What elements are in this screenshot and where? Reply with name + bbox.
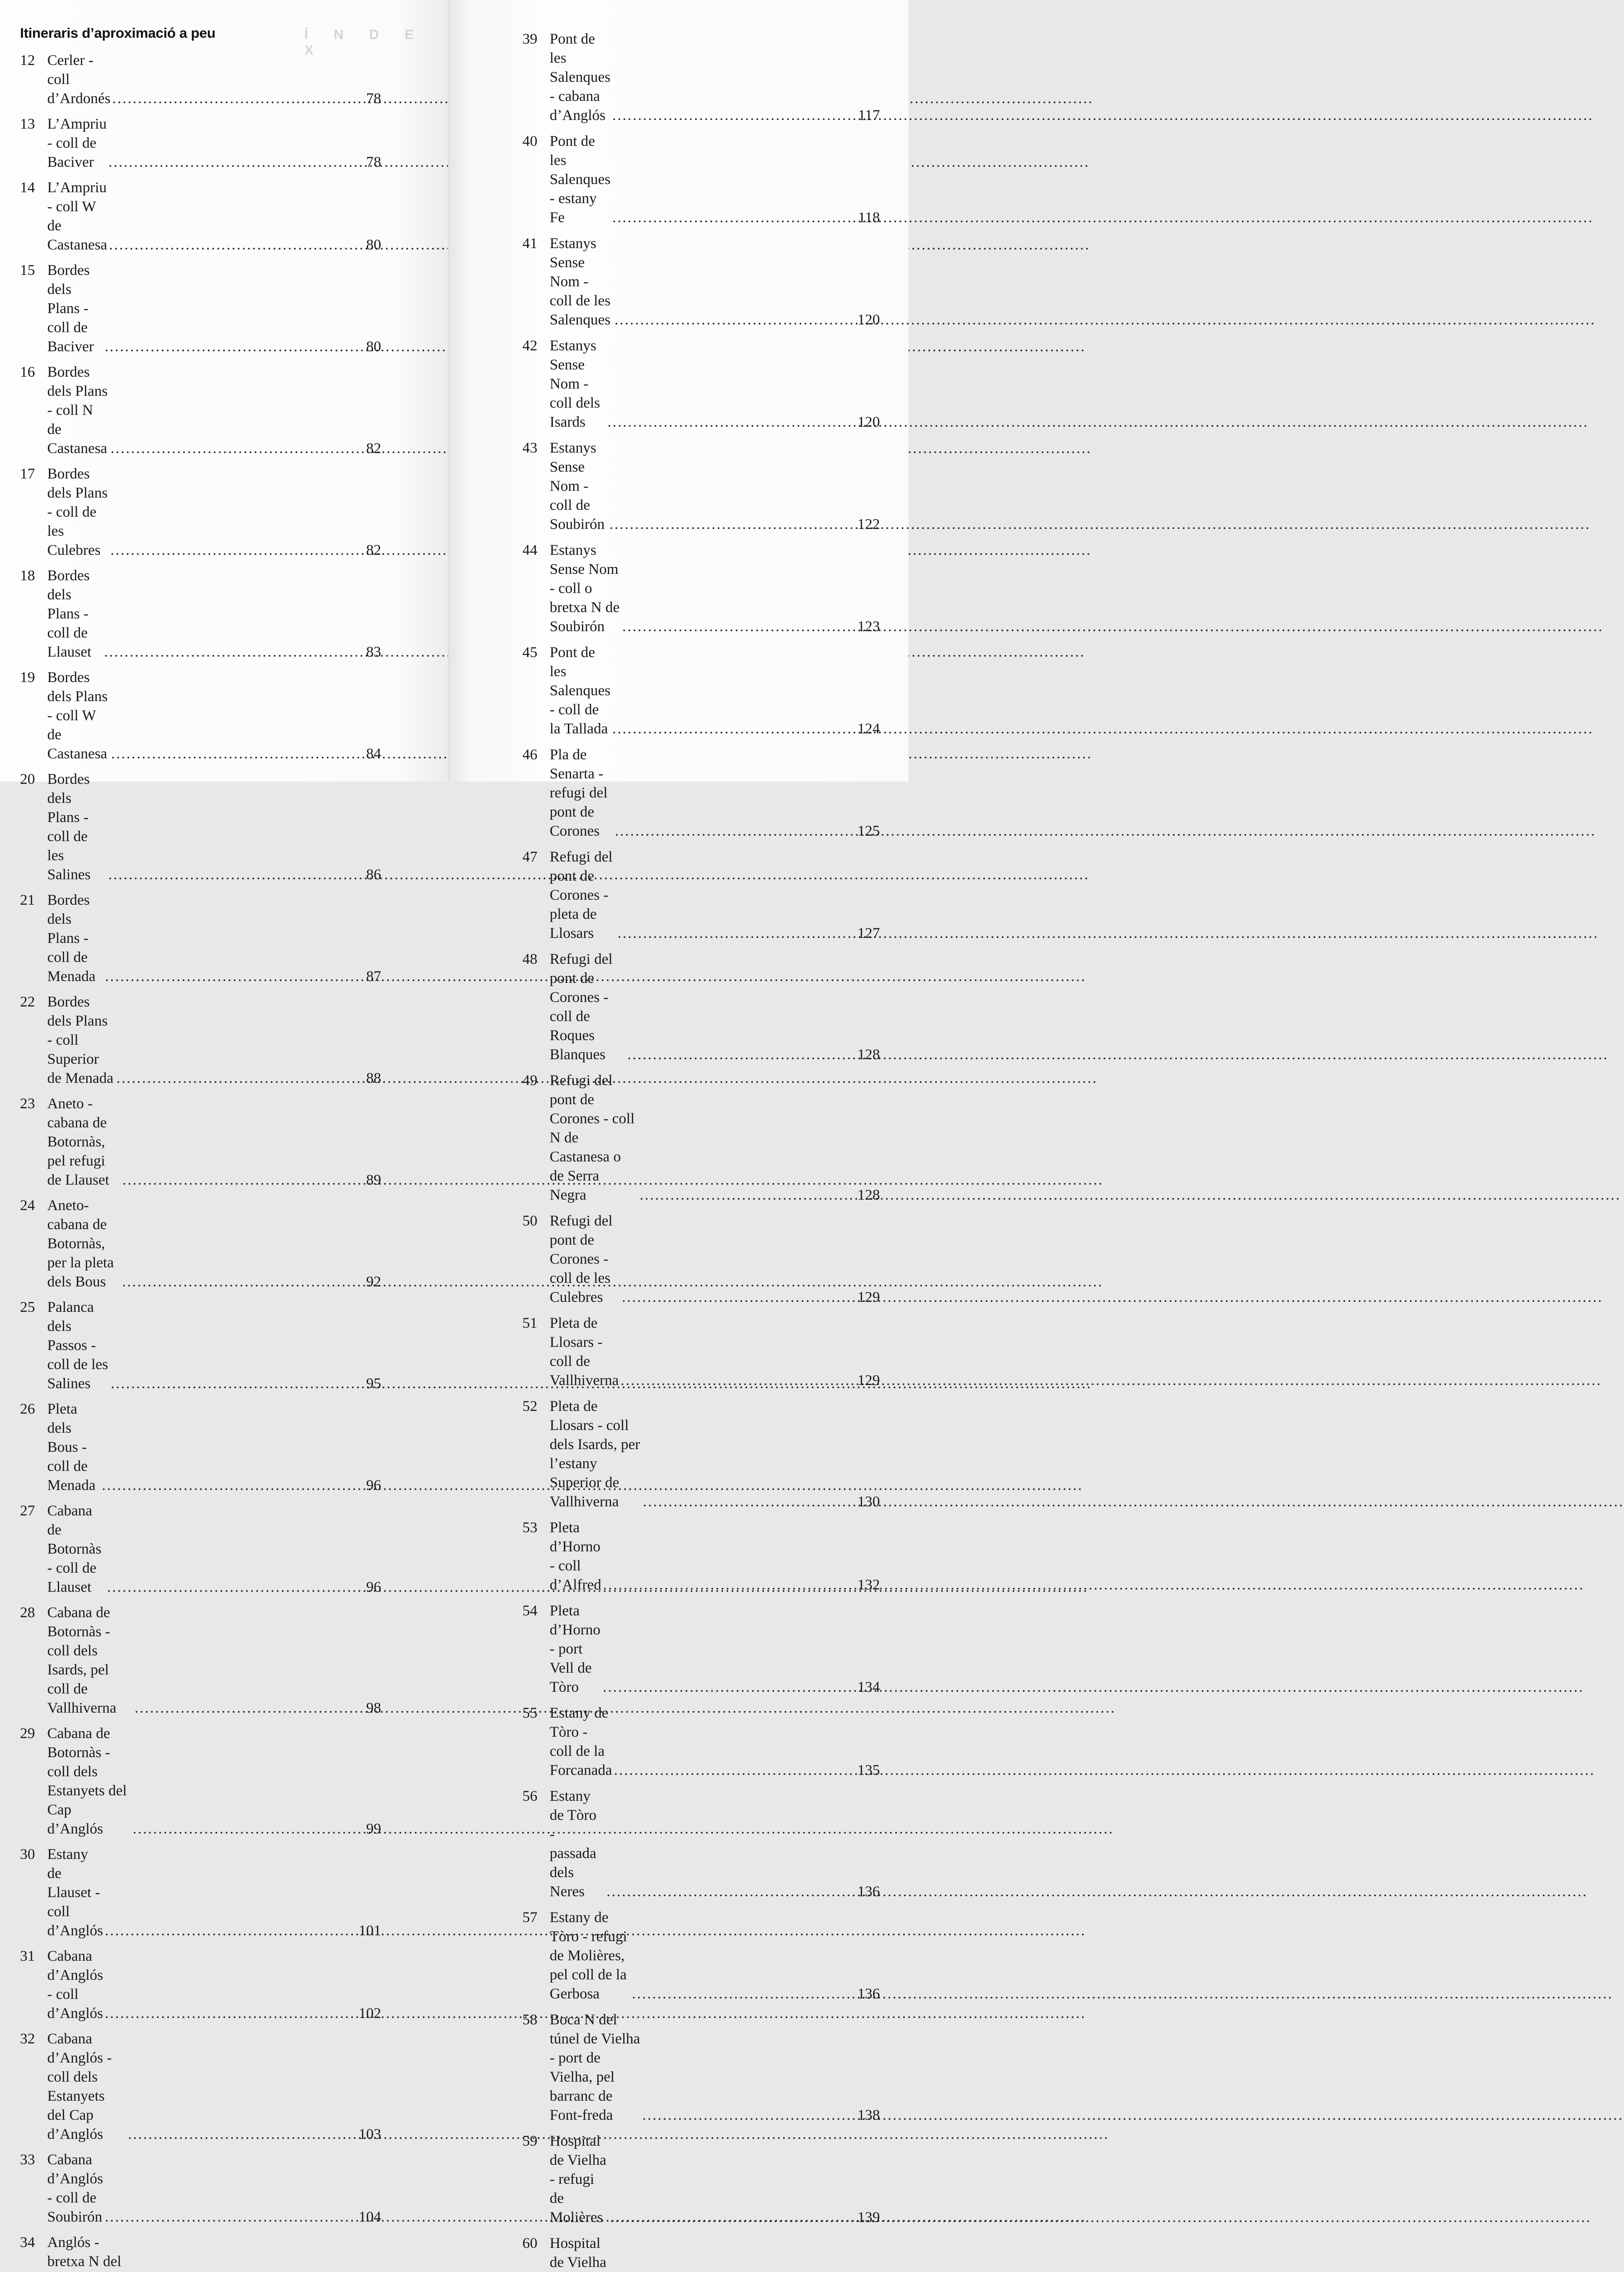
entry-body [47, 2150, 381, 2227]
entry-title: Estany de Llauset - coll d’Anglós [47, 1846, 103, 1939]
entry-number: 42 [522, 338, 537, 354]
entry-page-number: 136 [857, 1883, 880, 1900]
entry-number: 20 [20, 771, 35, 787]
dot-leader [105, 967, 364, 986]
entry-page-number: 92 [366, 1274, 381, 1290]
entry-title: Bordes dels Plans - coll de les Salines [47, 771, 91, 883]
entry-title: Pleta d’Horno - port Vell de Tòro [550, 1603, 601, 1695]
dot-leader [632, 1984, 855, 2003]
entry-title: Bordes dels Plans - coll de Menada [47, 892, 96, 985]
entry-title: Cabana de Botornàs - coll dels Isards, pel coll de Vallhiverna [47, 1604, 117, 1716]
dot-leader [622, 1288, 856, 1307]
entry-title: Estanys Sense Nom - coll dels Isards [550, 338, 600, 430]
toc-entry [522, 2234, 880, 2272]
entry-page-number: 135 [857, 1762, 880, 1779]
dot-leader [640, 1186, 855, 1205]
entry-page-number: 87 [366, 968, 381, 985]
entry-body [47, 566, 381, 662]
entry-number: 25 [20, 1299, 35, 1315]
dot-leader [105, 1921, 357, 1940]
entry-body [47, 1298, 381, 1393]
entry-number: 33 [20, 2152, 35, 2168]
toc-entry [20, 51, 381, 108]
entry-number: 48 [522, 951, 537, 967]
toc-entry [522, 1601, 880, 1697]
entry-number: 56 [522, 1788, 537, 1804]
entry-title: Refugi del pont de Corones - coll de Roques Blanques [550, 951, 613, 1063]
entry-body [550, 234, 880, 329]
toc-entry [522, 336, 880, 432]
entry-title: Bordes dels Plans - coll Superior de Menada [47, 994, 114, 1086]
dot-leader [110, 439, 364, 458]
entry-number: 28 [20, 1604, 35, 1621]
entry-page-number: 104 [358, 2209, 381, 2225]
dot-leader [122, 1272, 364, 1291]
entry-number: 14 [20, 179, 35, 196]
dot-leader [617, 924, 855, 943]
toc-entry [20, 2029, 381, 2144]
entry-page-number: 82 [366, 440, 381, 457]
entry-number: 53 [522, 1520, 537, 1536]
entry-title: Bordes dels Plans - coll W de Castanesa [47, 669, 108, 762]
entry-number: 24 [20, 1197, 35, 1214]
toc-entry [522, 30, 880, 125]
entry-title: Palanca dels Passos - coll de les Salines [47, 1299, 108, 1392]
entry-title: L’Ampriu - coll W de Castanesa [47, 179, 107, 253]
entry-body [47, 1603, 381, 1718]
dot-leader [643, 1492, 855, 1511]
entry-body [47, 992, 381, 1088]
left-page [0, 0, 450, 2270]
toc-entry [20, 1196, 381, 1291]
entry-body [550, 132, 880, 227]
entry-number: 18 [20, 568, 35, 584]
entry-title: Pleta dels Bous - coll de Menada [47, 1401, 96, 1494]
entry-body [550, 541, 880, 636]
dot-leader [606, 1882, 855, 1901]
toc-entry [20, 1400, 381, 1495]
entry-number: 60 [522, 2235, 537, 2252]
toc-entry [522, 2132, 880, 2227]
toc-entry [522, 1908, 880, 2003]
right-page [450, 0, 909, 2271]
toc-entry [522, 745, 880, 841]
entry-body [550, 1704, 880, 1780]
entry-page-number: 89 [366, 1172, 381, 1188]
entry-number: 55 [522, 1705, 537, 1721]
toc-entry [20, 668, 381, 763]
dot-leader [105, 2207, 357, 2227]
entry-body [47, 1094, 381, 1190]
toc-entry [20, 1603, 381, 1718]
dot-leader [642, 2106, 855, 2125]
entry-number: 57 [522, 1909, 537, 1926]
toc-entry [522, 1314, 880, 1390]
entry-page-number: 124 [857, 721, 880, 737]
dot-leader [134, 1699, 364, 1718]
entry-body [550, 2132, 880, 2227]
toc-entry [20, 115, 381, 172]
entry-title: Aneto-cabana de Botornàs, per la pleta dels Bous [47, 1197, 114, 1290]
entry-page-number: 80 [366, 339, 381, 355]
toc-entry [20, 2233, 381, 2272]
toc-entry [20, 566, 381, 662]
entry-number: 52 [522, 1398, 537, 1415]
toc-entry [20, 1947, 381, 2023]
entry-title: Refugi del pont de Corones - pleta de Llosars [550, 849, 613, 942]
dot-leader [603, 1575, 856, 1594]
entry-body [47, 1845, 381, 1940]
dot-leader [104, 337, 364, 356]
entry-title: Aneto - cabana de Botornàs, pel refugi de Llauset [47, 1096, 109, 1188]
entry-body [47, 363, 381, 458]
entry-title: Bordes dels Plans - coll de Baciver [47, 262, 94, 355]
entry-page-number: 96 [366, 1579, 381, 1595]
dot-leader [109, 153, 364, 172]
entry-title: Estanys Sense Nom - coll de les Salenques [550, 235, 611, 328]
entry-title: Refugi del pont de Corones - coll N de Castanesa o de Serra Negra [550, 1072, 635, 1203]
entry-title: Refugi del pont de Corones - coll de les Culebres [550, 1213, 613, 1305]
entry-page-number: 128 [857, 1187, 880, 1203]
entry-page-number: 130 [857, 1494, 880, 1510]
entry-number: 17 [20, 466, 35, 482]
entry-number: 22 [20, 994, 35, 1010]
entry-page-number: 86 [366, 867, 381, 883]
entry-title: Cabana d’Anglós - coll dels Estanyets del Cap d’Anglós [47, 2031, 112, 2142]
entry-body [47, 668, 381, 763]
entry-body [47, 770, 381, 884]
entry-body [47, 2233, 381, 2272]
entry-body [550, 1071, 880, 1205]
entry-number: 26 [20, 1401, 35, 1417]
entry-page-number: 84 [366, 746, 381, 762]
entry-page-number: 120 [857, 312, 880, 328]
entry-number: 34 [20, 2234, 35, 2251]
entry-number: 50 [522, 1213, 537, 1229]
dot-leader [622, 617, 856, 636]
dot-leader [111, 1374, 364, 1393]
entry-body [47, 891, 381, 986]
entry-number: 12 [20, 52, 35, 69]
dot-leader [111, 744, 364, 763]
entry-page-number: 98 [366, 1700, 381, 1716]
entry-number: 23 [20, 1096, 35, 1112]
entry-title: Cabana d’Anglós - coll de Soubirón [47, 2152, 103, 2225]
entry-title: Boca N del túnel de Vielha - port de Vielha, pel barranc de Font-freda [550, 2012, 641, 2123]
entry-number: 32 [20, 2031, 35, 2047]
entry-number: 21 [20, 892, 35, 908]
dot-leader [615, 822, 855, 841]
dot-leader [612, 106, 856, 125]
dot-leader [116, 1069, 364, 1088]
entry-number: 54 [522, 1603, 537, 1619]
entry-body [550, 2234, 880, 2272]
toc-entry [20, 2150, 381, 2227]
entry-title: Estany de Tòro - refugi de Molières, pel coll de la Gerbosa [550, 1909, 627, 2002]
show-through-index-heading: Í N D E X [304, 27, 425, 58]
entry-title: Pleta d’Horno - coll d’Alfred [550, 1520, 601, 1593]
entry-body [47, 1501, 381, 1597]
entry-title: Pont de les Salenques - coll de la Tallada [550, 644, 611, 737]
entry-body [47, 51, 381, 108]
entry-title: L’Ampriu - coll de Baciver [47, 116, 107, 170]
entry-page-number: 134 [857, 1679, 880, 1695]
toc-entry [522, 1071, 880, 1205]
entry-number: 47 [522, 849, 537, 865]
entry-title: Pont de les Salenques - cabana d’Anglós [550, 31, 611, 124]
section-title: Itineraris d’aproximació a peu [20, 25, 216, 41]
toc-entry [522, 541, 880, 636]
entry-body [550, 1601, 880, 1697]
toc-entry [522, 132, 880, 227]
entry-page-number: 120 [857, 414, 880, 430]
entry-body [550, 1908, 880, 2003]
entry-title: Pleta de Llosars - coll de Vallhiverna [550, 1315, 619, 1389]
entry-title: Estany de Tòro - coll de la Forcanada [550, 1705, 612, 1779]
entry-page-number: 99 [366, 1821, 381, 1837]
entry-page-number: 138 [857, 2107, 880, 2123]
dot-leader [123, 1171, 364, 1190]
entry-page-number: 117 [858, 107, 880, 124]
entry-page-number: 127 [857, 925, 880, 942]
dot-leader [107, 1578, 364, 1597]
toc-entry [522, 950, 880, 1064]
toc-entry [20, 363, 381, 458]
entry-title: Anglós - bretxa N del [47, 2234, 122, 2270]
dot-leader [102, 1476, 364, 1495]
entry-number: 27 [20, 1503, 35, 1519]
entry-body [550, 2010, 880, 2125]
dot-leader [621, 1371, 855, 1390]
dot-leader [133, 1819, 364, 1839]
toc-entry [20, 992, 381, 1088]
toc-entry [522, 438, 880, 534]
dot-leader [109, 235, 364, 254]
entry-title: Bordes dels Plans - coll N de Castanesa [47, 364, 108, 457]
entry-body [550, 950, 880, 1064]
dot-leader [603, 1678, 855, 1697]
toc-entry [20, 1094, 381, 1190]
dot-leader [105, 2004, 357, 2023]
entry-number: 58 [522, 2012, 537, 2028]
toc-entry [522, 1518, 880, 1594]
dot-leader [110, 541, 364, 560]
dot-leader [612, 208, 856, 227]
entry-page-number: 101 [358, 1923, 381, 1939]
dot-leader [104, 643, 364, 662]
dot-leader [610, 2208, 855, 2227]
toc-entry [522, 1211, 880, 1307]
entry-number: 49 [522, 1072, 537, 1089]
entry-page-number: 88 [366, 1070, 381, 1086]
entry-title: Hospital de Vielha [550, 2235, 606, 2271]
toc-entry [522, 234, 880, 329]
entry-body [47, 178, 381, 254]
entry-body [47, 2029, 381, 2144]
entry-body [550, 1314, 880, 1390]
entry-body [550, 745, 880, 841]
toc-entry [20, 1501, 381, 1597]
entry-body [47, 1400, 381, 1495]
entry-number: 30 [20, 1846, 35, 1863]
dot-leader [614, 1761, 855, 1780]
entry-body [550, 1518, 880, 1594]
entry-title: Cabana de Botornàs - coll dels Estanyets del Cap d’Anglós [47, 1725, 127, 1837]
entry-page-number: 96 [366, 1477, 381, 1494]
entry-number: 46 [522, 747, 537, 763]
toc-entry [522, 847, 880, 943]
entry-body [47, 261, 381, 356]
toc-entry [20, 770, 381, 884]
entry-page-number: 82 [366, 542, 381, 558]
entry-page-number: 128 [857, 1046, 880, 1063]
entry-title: Cabana de Botornàs - coll de Llauset [47, 1503, 102, 1595]
entry-body [550, 1211, 880, 1307]
entry-page-number: 125 [857, 823, 880, 839]
entry-page-number: 103 [358, 2126, 381, 2142]
entry-page-number: 95 [366, 1375, 381, 1392]
entry-number: 41 [522, 235, 537, 252]
toc-entry [20, 261, 381, 356]
dot-leader [128, 2125, 357, 2144]
entry-body [550, 336, 880, 432]
entry-page-number: 83 [366, 644, 381, 660]
entry-page-number: 136 [857, 1986, 880, 2002]
entry-body [47, 1196, 381, 1291]
entry-number: 19 [20, 669, 35, 686]
entry-page-number: 78 [366, 90, 381, 107]
entry-title: Estanys Sense Nom - coll o bretxa N de Soubirón [550, 542, 620, 635]
toc-entry [522, 1397, 880, 1511]
entry-number: 40 [522, 133, 537, 149]
entry-page-number: 139 [857, 2209, 880, 2226]
toc-entry [522, 643, 880, 738]
entry-title: Cerler - coll d’Ardonés [47, 52, 111, 107]
entry-number: 44 [522, 542, 537, 558]
entry-page-number: 102 [358, 2005, 381, 2022]
dot-leader [609, 515, 855, 534]
entry-page-number: 122 [857, 516, 880, 533]
entry-number: 39 [522, 31, 537, 47]
entry-title: Pla de Senarta - refugi del pont de Corones [550, 747, 608, 839]
entry-body [47, 1947, 381, 2023]
entry-page-number: 123 [857, 618, 880, 635]
entry-title: Cabana d’Anglós - coll d’Anglós [47, 1948, 103, 2022]
dot-leader [615, 310, 856, 329]
entry-page-number: 129 [857, 1289, 880, 1305]
entry-number: 51 [522, 1315, 537, 1331]
entry-title: Bordes dels Plans - coll de les Culebres [47, 466, 108, 558]
toc-entry [20, 1845, 381, 1940]
entry-page-number: 118 [858, 209, 880, 226]
entry-body [550, 1787, 880, 1901]
entry-body [550, 847, 880, 943]
entry-title: Bordes dels Plans - coll de Llauset [47, 568, 92, 660]
left-toc-list [20, 51, 381, 2272]
dot-leader [627, 1045, 856, 1064]
entry-body [550, 643, 880, 738]
dot-leader [607, 413, 855, 432]
toc-entry [522, 2010, 880, 2125]
entry-page-number: 132 [857, 1577, 880, 1593]
entry-title: Pleta de Llosars - coll dels Isards, per l’estany Superior de Vallhiverna [550, 1398, 640, 1510]
entry-number: 13 [20, 116, 35, 132]
entry-number: 59 [522, 2133, 537, 2149]
entry-number: 45 [522, 644, 537, 661]
toc-entry [20, 1298, 381, 1393]
entry-number: 15 [20, 262, 35, 279]
entry-title: Estany de Tòro - passada dels Neres [550, 1788, 596, 1900]
entry-title: Estanys Sense Nom - coll de Soubirón [550, 440, 605, 533]
toc-entry [20, 464, 381, 560]
dot-leader [612, 719, 856, 738]
entry-body [550, 1397, 880, 1511]
toc-entry [20, 1724, 381, 1839]
entry-number: 43 [522, 440, 537, 456]
toc-entry [20, 178, 381, 254]
entry-page-number: 129 [857, 1372, 880, 1389]
entry-body [47, 1724, 381, 1839]
entry-number: 16 [20, 364, 35, 380]
entry-number: 31 [20, 1948, 35, 1964]
dot-leader [112, 89, 364, 108]
dot-leader [108, 865, 364, 884]
entry-title: Pont de les Salenques - estany Fe [550, 133, 611, 226]
entry-body [47, 464, 381, 560]
entry-body [550, 438, 880, 534]
toc-entry [522, 1787, 880, 1901]
entry-page-number: 80 [366, 237, 381, 253]
entry-title: Hospital de Vielha - refugi de Molières [550, 2133, 606, 2226]
toc-entry [522, 1704, 880, 1780]
entry-body [550, 30, 880, 125]
entry-body [47, 115, 381, 172]
entry-number: 29 [20, 1725, 35, 1742]
right-toc-list [522, 30, 880, 2272]
toc-entry [20, 891, 381, 986]
entry-page-number: 78 [366, 154, 381, 170]
